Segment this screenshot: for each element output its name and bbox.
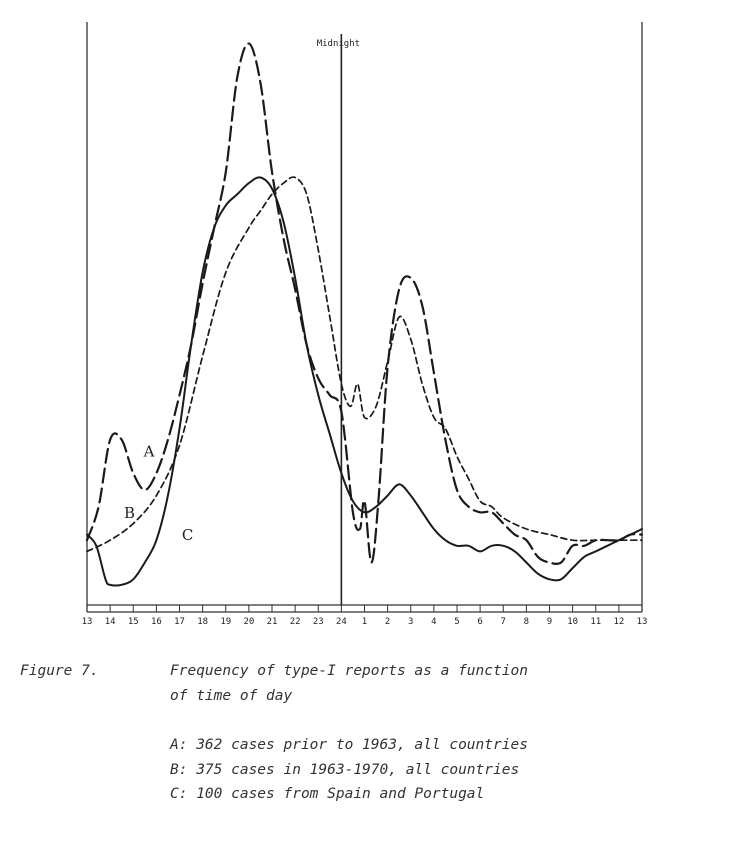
x-tick-label: 16	[150, 617, 162, 627]
x-tick-label: 13	[81, 617, 93, 627]
x-tick-label: 1	[361, 617, 368, 627]
x-tick-labels	[82, 617, 648, 627]
x-tick-label: 15	[127, 617, 139, 627]
series-line-c	[87, 177, 642, 585]
x-tick-label: 11	[590, 617, 602, 627]
series-marker-c: C	[181, 526, 194, 545]
x-tick-label: 10	[567, 617, 579, 627]
x-tick-label: 22	[289, 617, 301, 627]
x-tick-label: 23	[312, 617, 324, 627]
x-tick-label: 21	[266, 617, 278, 627]
x-ticks	[87, 605, 642, 612]
x-tick-label: 13	[636, 617, 648, 627]
figure-label: Figure 7.	[20, 663, 99, 679]
x-tick-label: 9	[546, 617, 553, 627]
x-tick-label: 4	[431, 617, 437, 627]
x-tick-label: 14	[104, 617, 116, 627]
x-tick-label: 8	[523, 617, 530, 627]
figure-title-line2: of time of day	[170, 688, 293, 704]
series-line-b	[87, 177, 642, 551]
x-tick-label: 7	[500, 617, 506, 627]
x-tick-label: 12	[613, 617, 625, 627]
figure-title: Frequency of type-I reports as a function	[170, 663, 528, 679]
series-group	[87, 44, 642, 586]
x-tick-label: 17	[174, 617, 185, 627]
x-tick-label: 6	[477, 617, 483, 627]
x-tick-label: 19	[220, 617, 232, 627]
x-tick-label: 20	[243, 617, 255, 627]
chart-frame	[87, 22, 642, 612]
x-tick-label: 2	[384, 617, 391, 627]
x-tick-label: 5	[454, 617, 460, 627]
legend-entry-c: C: 100 cases from Spain and Portugal	[170, 786, 485, 802]
x-tick-label: 24	[335, 617, 347, 627]
series-marker-b: B	[124, 503, 136, 522]
x-tick-label: 18	[197, 617, 209, 627]
legend-entry-b: B: 375 cases in 1963-1970, all countries	[170, 762, 520, 778]
series-marker-a: A	[143, 442, 155, 461]
x-tick-label: 3	[408, 617, 414, 627]
legend-entry-a: A: 362 cases prior to 1963, all countries	[170, 737, 528, 753]
midnight-label: Midnight	[316, 39, 361, 49]
